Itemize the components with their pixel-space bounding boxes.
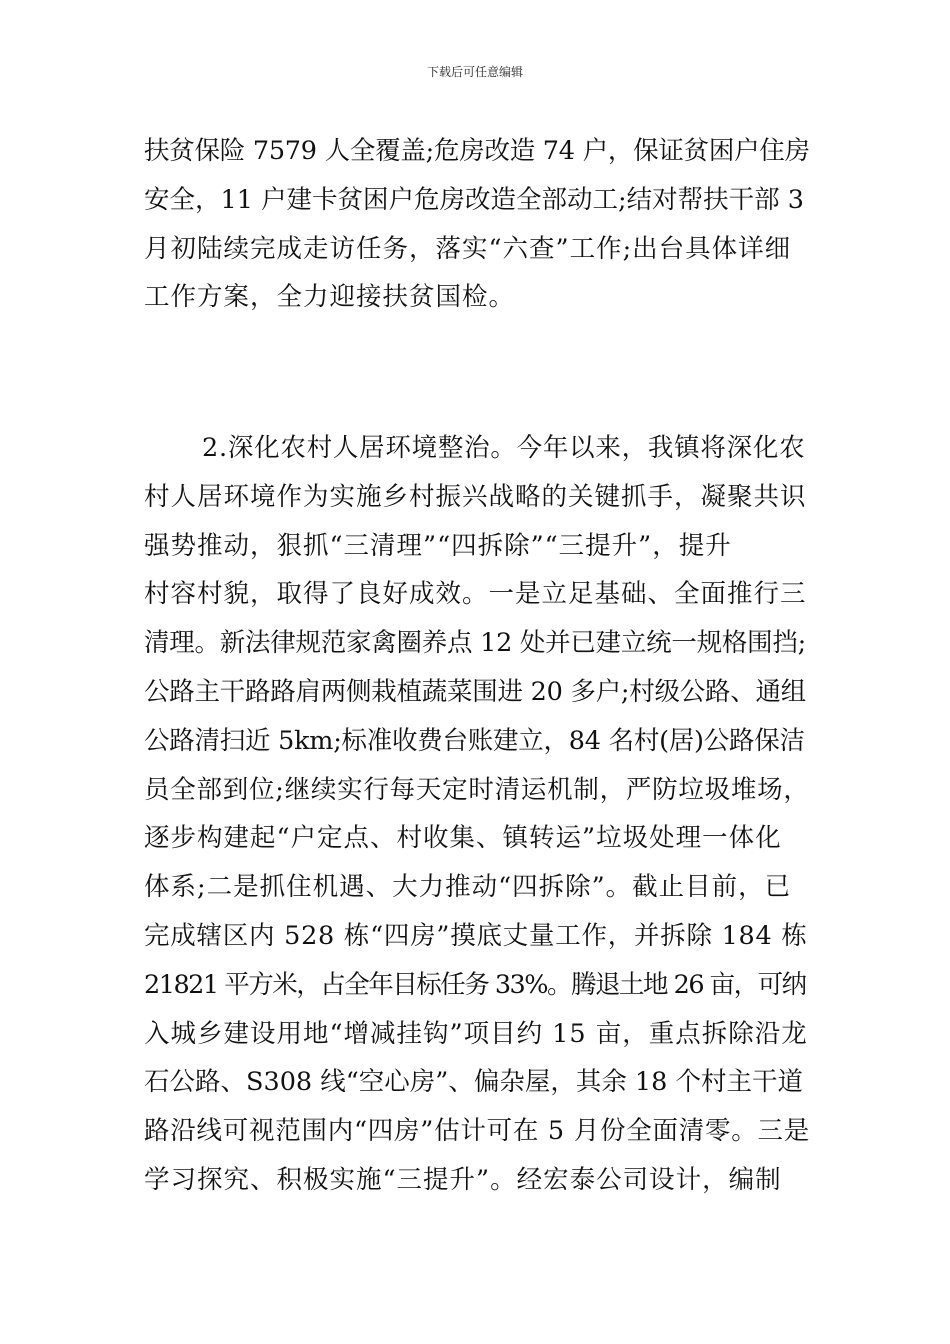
text-line: 学习探究、积极实施“三提升”。经宏泰公司设计，编制 (144, 1164, 782, 1195)
text-line: 入城乡建设用地“增减挂钩”项目约 15 亩，重点拆除沿龙 (144, 1018, 808, 1049)
text-line: 强势推动，狠抓“三清理”“四拆除”“三提升”，提升 (144, 530, 732, 561)
text-line: 公路清扫近 5km;标准收费台账建立，84 名村(居)公路保洁 (144, 725, 805, 756)
text-line: 安全，11 户建卡贫困户危房改造全部动工;结对帮扶干部 3 (144, 184, 804, 215)
text-line: 清理。新法律规范家禽圈养点 12 处并已建立统一规格围挡; (144, 628, 807, 659)
text-line: 完成辖区内 528 栋“四房”摸底丈量工作，并拆除 184 栋 (144, 920, 808, 951)
text-line: 员全部到位;继续实行每天定时清运机制，严防垃圾堆场， (144, 774, 810, 805)
text-line: 公路主干路路肩两侧栽植蔬菜围进 20 多户;村级公路、通组 (144, 676, 807, 707)
text-line: 路沿线可视范围内“四房”估计可在 5 月份全面清零。三是 (144, 1116, 811, 1147)
text-line: 村容村貌，取得了良好成效。一是立足基础、全面推行三 (144, 579, 807, 610)
text-line: 体系;二是抓住机遇、大力推动“四拆除”。截止目前，已 (144, 872, 792, 903)
text-line: 石公路、S308 线“空心房”、偏杂屋，其余 18 个村主干道 (144, 1067, 803, 1098)
text-line-indented: 2.深化农村人居环境整治。今年以来，我镇将深化农 (202, 433, 806, 463)
text-line: 扶贫保险 7579 人全覆盖;危房改造 74 户，保证贫困户住房 (144, 136, 810, 166)
page-header: 下载后可任意编辑 (426, 65, 523, 79)
text-line: 村人居环境作为实施乡村振兴战略的关键抓手，凝聚共识 (144, 481, 807, 512)
paragraph-2 (144, 424, 810, 1205)
text-line: 工作方案，全力迎接扶贫国检。 (144, 282, 516, 313)
paragraph-1 (144, 127, 810, 322)
text-line: 逐步构建起“户定点、村收集、镇转运”垃圾处理一体化 (144, 823, 782, 854)
text-line: 月初陆续完成走访任务，落实“六查”工作;出台具体详细 (144, 233, 792, 264)
text-line: 21821 平方米，占全年目标任务 33%。腾退土地 26 亩，可纳 (144, 969, 806, 1000)
